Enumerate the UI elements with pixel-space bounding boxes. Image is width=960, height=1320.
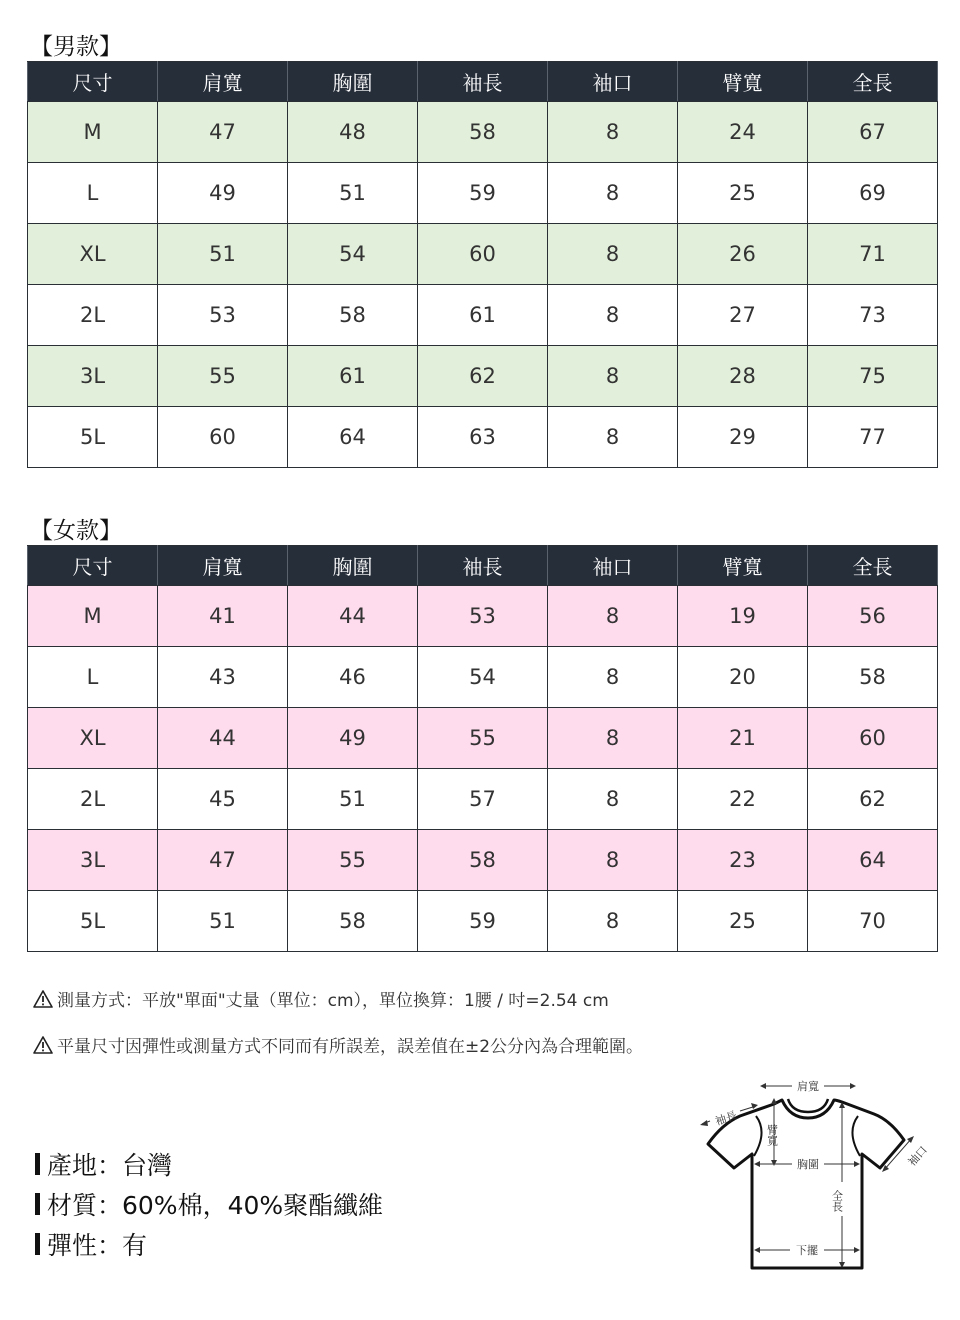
measurement-cell: 43 [158,647,288,708]
measurement-cell: 20 [678,647,808,708]
table-row [28,163,938,224]
size-label-cell: 2L [28,769,158,830]
measurement-cell: 64 [808,830,938,891]
table-row [28,586,938,647]
measurement-cell: 47 [158,102,288,163]
column-header: 袖口 [548,546,678,586]
measurement-cell: 8 [548,224,678,285]
measurement-cell: 8 [548,708,678,769]
measurement-cell: 44 [288,586,418,647]
measurement-cell: 8 [548,407,678,468]
measurement-cell: 56 [808,586,938,647]
measurement-cell: 8 [548,647,678,708]
measurement-cell: 8 [548,346,678,407]
tolerance-note [33,1032,643,1057]
table-row [28,102,938,163]
diagram-sleeve-label: 袖長 [713,1108,739,1129]
spec-elasticity-text: 彈性：有 [47,1231,148,1260]
warning-icon [33,989,53,1009]
diagram-length-label: 全長 [830,1190,844,1212]
measurement-cell: 49 [158,163,288,224]
bullet-bar [35,1153,40,1175]
measurement-cell: 22 [678,769,808,830]
spec-origin [35,1146,172,1182]
column-header: 胸圍 [288,62,418,102]
column-header: 肩寬 [158,62,288,102]
size-label-cell: 2L [28,285,158,346]
table-row [28,891,938,952]
column-header: 臂寬 [678,62,808,102]
measurement-cell: 53 [158,285,288,346]
men-table-header-row [28,62,938,102]
measurement-cell: 60 [418,224,548,285]
measurement-cell: 45 [158,769,288,830]
table-row [28,346,938,407]
measurement-cell: 58 [288,285,418,346]
table-row [28,769,938,830]
measurement-cell: 51 [158,224,288,285]
measurement-cell: 8 [548,102,678,163]
column-header: 肩寬 [158,546,288,586]
size-label-cell: 5L [28,407,158,468]
men-section-title: 【男款】 [30,34,122,60]
table-row [28,708,938,769]
diagram-shoulder-label: 肩寬 [797,1080,819,1093]
spec-material-text: 材質：60%棉，40%聚酯纖維 [47,1191,384,1220]
measurement-cell: 73 [808,285,938,346]
column-header: 臂寬 [678,546,808,586]
measurement-cell: 60 [158,407,288,468]
measurement-cell: 8 [548,586,678,647]
table-row [28,647,938,708]
measurement-cell: 23 [678,830,808,891]
column-header: 胸圍 [288,546,418,586]
spec-origin-text: 產地：台灣 [47,1151,173,1180]
size-label-cell: XL [28,708,158,769]
bullet-bar [35,1193,40,1215]
diagram-hem-label: 下擺 [796,1244,818,1257]
women-table-body [28,586,938,952]
tolerance-note-text: 平量尺寸因彈性或測量方式不同而有所誤差，誤差值在±2公分內為合理範圍。 [57,1037,644,1057]
measurement-cell: 59 [418,891,548,952]
size-label-cell: M [28,586,158,647]
size-label-cell: 3L [28,830,158,891]
measurement-cell: 58 [808,647,938,708]
diagram-arm-width-label: 臂寬 [765,1124,779,1146]
measurement-cell: 29 [678,407,808,468]
size-label-cell: 5L [28,891,158,952]
measurement-cell: 26 [678,224,808,285]
measurement-cell: 61 [418,285,548,346]
column-header: 尺寸 [28,62,158,102]
measurement-cell: 8 [548,285,678,346]
men-size-table [27,61,938,468]
measurement-cell: 24 [678,102,808,163]
measurement-cell: 51 [288,769,418,830]
measurement-cell: 48 [288,102,418,163]
measurement-cell: 27 [678,285,808,346]
measurement-cell: 63 [418,407,548,468]
measurement-cell: 53 [418,586,548,647]
size-label-cell: XL [28,224,158,285]
measurement-cell: 62 [808,769,938,830]
measurement-cell: 44 [158,708,288,769]
measurement-cell: 67 [808,102,938,163]
measurement-note [33,986,609,1011]
men-table-body [28,102,938,468]
table-row [28,224,938,285]
table-row [28,285,938,346]
measurement-cell: 19 [678,586,808,647]
measurement-cell: 55 [158,346,288,407]
measurement-cell: 28 [678,346,808,407]
size-label-cell: L [28,647,158,708]
column-header: 袖長 [418,546,548,586]
measurement-cell: 51 [158,891,288,952]
column-header: 尺寸 [28,546,158,586]
measurement-cell: 55 [288,830,418,891]
women-section-title: 【女款】 [30,518,122,544]
measurement-cell: 49 [288,708,418,769]
size-label-cell: 3L [28,346,158,407]
measurement-cell: 51 [288,163,418,224]
measurement-cell: 8 [548,769,678,830]
measurement-cell: 8 [548,163,678,224]
measurement-cell: 54 [288,224,418,285]
women-size-table [27,545,938,952]
diagram-chest-label: 胸圍 [797,1158,819,1171]
measurement-cell: 59 [418,163,548,224]
measurement-cell: 25 [678,891,808,952]
measurement-cell: 71 [808,224,938,285]
measurement-cell: 62 [418,346,548,407]
spec-material [35,1186,383,1222]
column-header: 袖長 [418,62,548,102]
warning-icon [33,1035,53,1055]
measurement-cell: 8 [548,891,678,952]
column-header: 袖口 [548,62,678,102]
table-row [28,830,938,891]
measurement-cell: 57 [418,769,548,830]
diagram-cuff-label: 袖口 [905,1143,930,1169]
measurement-cell: 60 [808,708,938,769]
measurement-cell: 77 [808,407,938,468]
measurement-cell: 70 [808,891,938,952]
measurement-cell: 58 [288,891,418,952]
measurement-cell: 69 [808,163,938,224]
spec-elasticity [35,1226,147,1262]
measurement-cell: 46 [288,647,418,708]
size-label-cell: M [28,102,158,163]
measurement-cell: 58 [418,102,548,163]
measurement-cell: 21 [678,708,808,769]
measurement-cell: 58 [418,830,548,891]
measurement-note-text: 測量方式：平放"單面"丈量（單位：cm），單位換算：1腰 / 吋=2.54 cm [57,991,609,1011]
bullet-bar [35,1233,40,1255]
column-header: 全長 [808,62,938,102]
measurement-cell: 64 [288,407,418,468]
measurement-cell: 47 [158,830,288,891]
measurement-cell: 25 [678,163,808,224]
measurement-cell: 8 [548,830,678,891]
measurement-cell: 75 [808,346,938,407]
measurement-cell: 61 [288,346,418,407]
tshirt-outline [708,1100,904,1268]
measurement-cell: 41 [158,586,288,647]
measurement-cell: 55 [418,708,548,769]
measurement-cell: 54 [418,647,548,708]
tshirt-measurement-diagram [696,1078,932,1274]
size-label-cell: L [28,163,158,224]
column-header: 全長 [808,546,938,586]
women-table-header-row [28,546,938,586]
table-row [28,407,938,468]
